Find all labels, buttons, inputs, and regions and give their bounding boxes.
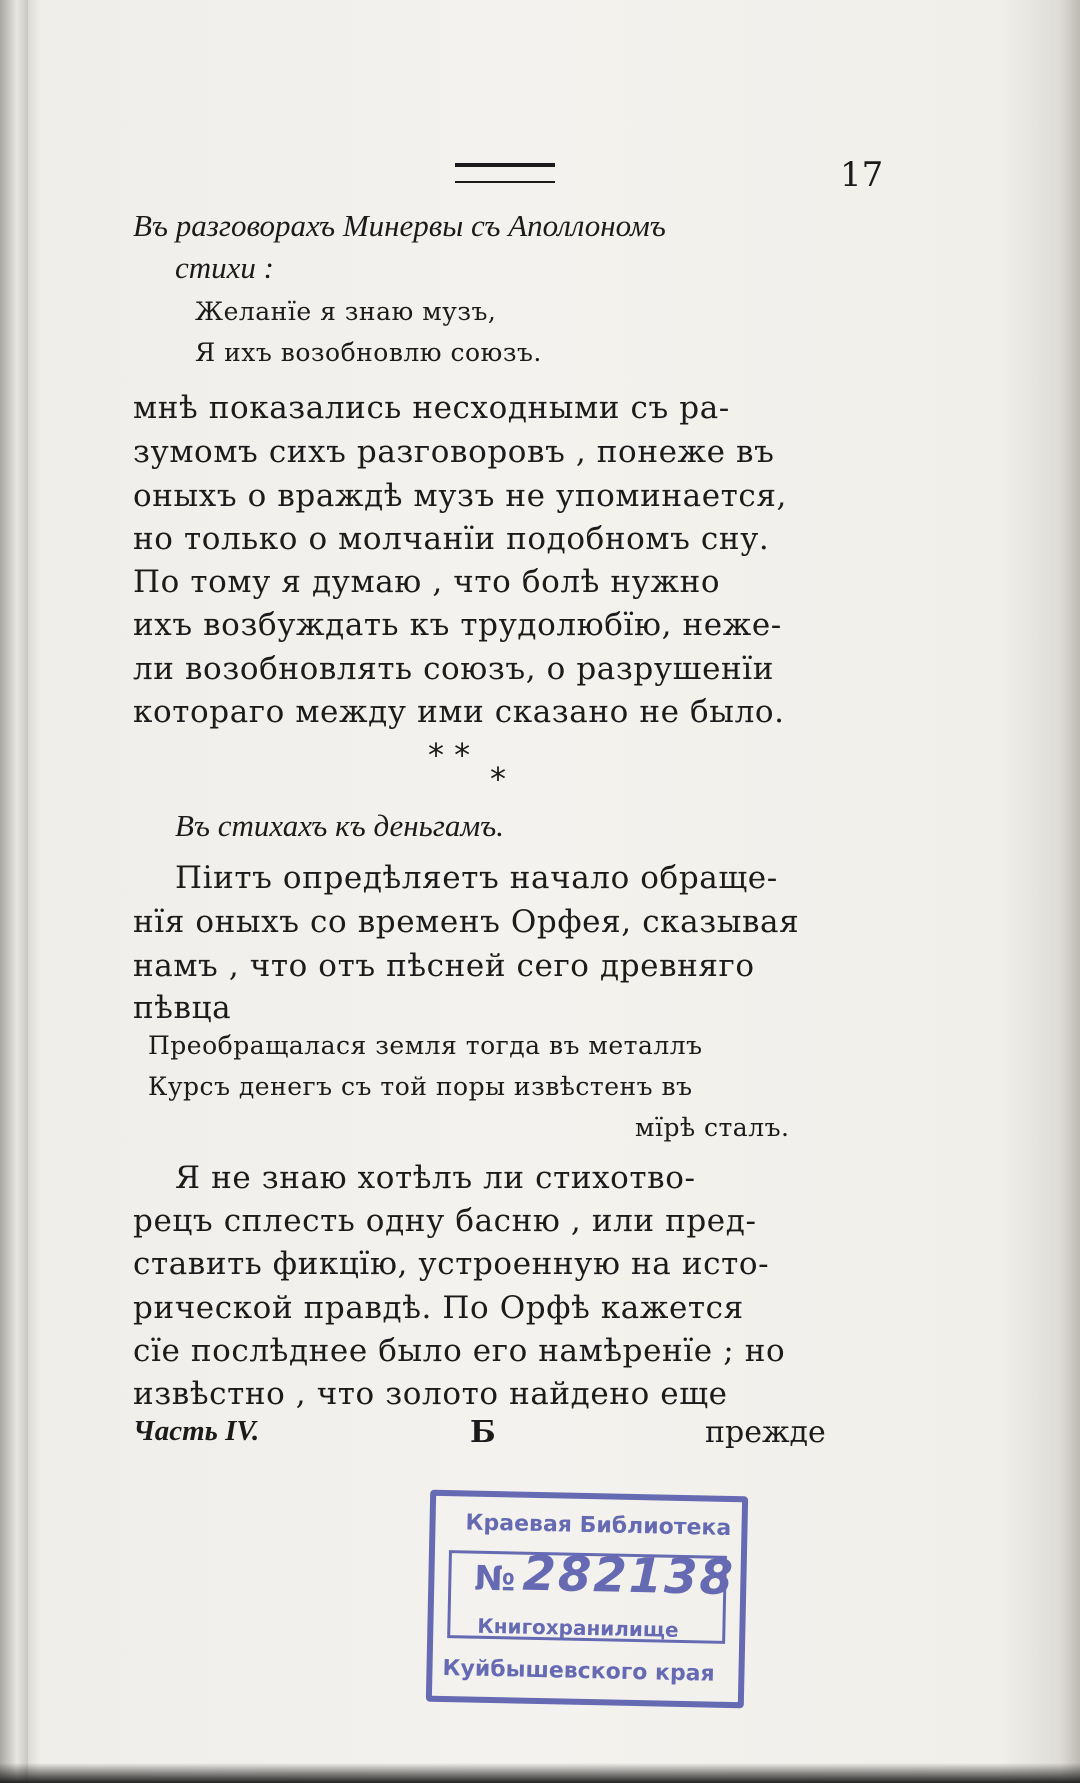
footer-part-number: Часть IV. [133, 1415, 260, 1447]
page-number: 17 [840, 155, 884, 195]
stamp-inventory-number: 282138 [521, 1545, 736, 1607]
section1-body-line: мнѣ показались несходными съ ра- [133, 390, 730, 426]
section1-body-line: По тому я думаю , что болѣ нужно [133, 564, 721, 600]
library-stamp [426, 1490, 748, 1709]
section2-verse-line: мïрѣ сталъ. [635, 1113, 790, 1142]
section1-body-line: ихъ возбуждать къ трудолюбïю, нежe- [133, 607, 782, 643]
section1-body-line: оныхъ о враждѣ музъ не упоминается, [133, 478, 787, 514]
bottom-shadow [0, 1763, 1080, 1783]
section2-body-line: сïе послѣднее было его намѣренïе ; но [133, 1333, 786, 1369]
section2-body-line: рецъ сплесть одну басню , или пред- [133, 1203, 757, 1239]
section1-verse-line: Желанïе я знаю музъ, [195, 297, 497, 326]
separator-stars-top: * * [428, 736, 471, 774]
section1-body-line: котораго между ими сказано не было. [133, 694, 785, 730]
section2-body-line: пѣвца [133, 990, 232, 1026]
section2-body-line: Я не знаю хотѣлъ ли стихотво- [175, 1160, 696, 1196]
section2-verse-line: Преобращалася земля тогда въ металлъ [148, 1031, 703, 1060]
section1-verse-line: Я ихъ возобновлю союзъ. [195, 338, 542, 367]
section2-body-line: рической правдѣ. По Орфѣ кажется [133, 1290, 744, 1326]
section1-heading-line1: Въ разговорахъ Минервы съ Аполлономъ [133, 208, 666, 243]
section2-body-line: ставить фикцïю, устроенную на исто- [133, 1246, 770, 1282]
section1-body-line: ли возобновлять союзъ, о разрушенïи [133, 651, 775, 687]
stamp-library-name: Краевая Библиотека [465, 1510, 732, 1542]
section1-body-line: зумомъ сихъ разговоровъ , понеже въ [133, 434, 775, 470]
left-page-edge [0, 0, 28, 1783]
footer-catchword: прежде [705, 1415, 826, 1450]
stamp-no-label: № [473, 1558, 516, 1600]
section2-body-line: извѣстно , что золото найдено еще [133, 1376, 728, 1412]
stamp-repository: Книгохранилище [477, 1613, 679, 1642]
section2-body-line: намъ , что отъ пѣсней сего древняго [133, 948, 755, 984]
separator-stars-bottom: * [490, 760, 506, 798]
section2-heading: Въ стихахъ къ деньгамъ. [175, 808, 504, 843]
header-rule [455, 163, 555, 183]
section2-body-line: нïя оныхъ со временъ Орфея, сказывая [133, 904, 800, 940]
section1-heading-line2: стихи : [175, 250, 274, 285]
footer-signature-mark: Б [470, 1415, 496, 1450]
section2-body-line: Пiитъ опредѣляетъ начало обраще- [175, 860, 778, 896]
section1-body-line: но только о молчанïи подобномъ сну. [133, 521, 770, 557]
section2-verse-line: Курсъ денегъ съ той поры извѣстенъ въ [148, 1072, 693, 1101]
stamp-region: Куйбышевского края [442, 1655, 715, 1687]
